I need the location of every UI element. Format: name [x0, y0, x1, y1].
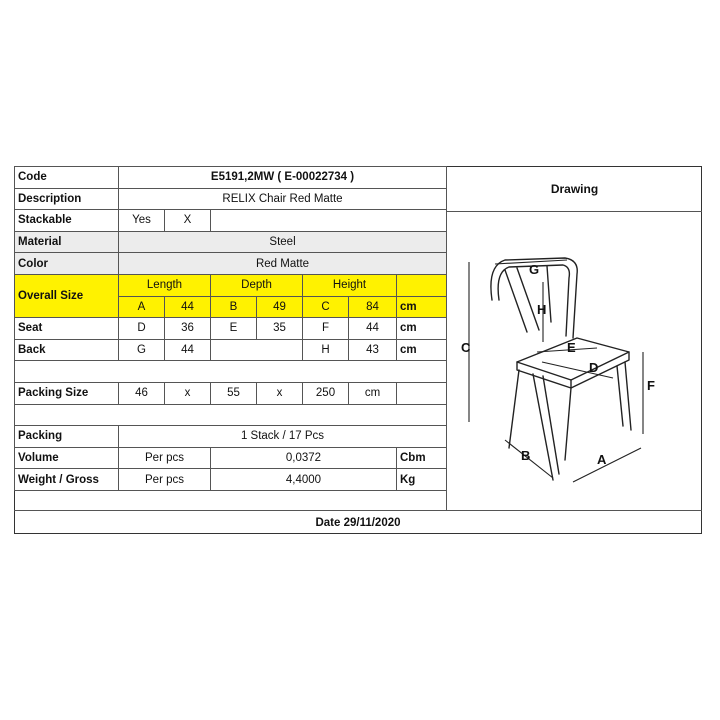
depth-header: Depth [211, 274, 303, 296]
spacer-1 [15, 361, 447, 383]
code-value: E5191,2MW ( E-00022734 ) [119, 167, 447, 189]
label-g: G [529, 262, 540, 277]
seat-d-value: 36 [165, 318, 211, 340]
overall-b: B [211, 296, 257, 318]
chair-outline [491, 258, 631, 480]
overall-b-value: 49 [257, 296, 303, 318]
row-code [15, 167, 447, 189]
packing-value: 1 Stack / 17 Pcs [119, 426, 447, 448]
back-h-value: 43 [349, 339, 397, 361]
material-value: Steel [119, 231, 447, 253]
length-header: Length [119, 274, 211, 296]
label-b: B [521, 448, 531, 463]
overall-a: A [119, 296, 165, 318]
back-empty [211, 339, 303, 361]
drawing-title: Drawing [446, 166, 702, 212]
packing-size-v2: 55 [211, 382, 257, 404]
label-h: H [537, 302, 547, 317]
label-c: C [461, 340, 471, 355]
row-stackable [15, 210, 447, 232]
seat-label: Seat [15, 318, 119, 340]
seat-f: F [303, 318, 349, 340]
label-f: F [647, 378, 655, 393]
weight-label: Weight / Gross [15, 469, 119, 491]
height-header: Height [303, 274, 397, 296]
packing-size-v1: 46 [119, 382, 165, 404]
seat-e-value: 35 [257, 318, 303, 340]
stackable-label: Stackable [15, 210, 119, 232]
row-material [15, 231, 447, 253]
row-spacer-2 [15, 404, 447, 426]
stackable-mark: X [165, 210, 211, 232]
overall-header-empty [397, 274, 447, 296]
volume-unit: Cbm [397, 447, 447, 469]
volume-value: 0,0372 [211, 447, 397, 469]
weight-value: 4,4000 [211, 469, 397, 491]
overall-label: Overall Size [15, 274, 119, 317]
back-h: H [303, 339, 349, 361]
label-d: D [589, 360, 599, 375]
back-unit: cm [397, 339, 447, 361]
spec-table [14, 166, 447, 491]
row-weight [15, 469, 447, 491]
row-description [15, 188, 447, 210]
label-a: A [597, 452, 607, 467]
label-e: E [567, 340, 576, 355]
seat-e: E [211, 318, 257, 340]
row-packing [15, 426, 447, 448]
packing-size-label: Packing Size [15, 382, 119, 404]
code-label: Code [15, 167, 119, 189]
material-label: Material [15, 231, 119, 253]
stackable-yes: Yes [119, 210, 165, 232]
row-packing-size [15, 382, 447, 404]
packing-size-v3: 250 [303, 382, 349, 404]
color-value: Red Matte [119, 253, 447, 275]
overall-a-value: 44 [165, 296, 211, 318]
drawing-area [446, 212, 702, 510]
stackable-empty [211, 210, 447, 232]
overall-c-value: 84 [349, 296, 397, 318]
seat-unit: cm [397, 318, 447, 340]
back-g-value: 44 [165, 339, 211, 361]
chair-drawing [447, 212, 703, 510]
back-label: Back [15, 339, 119, 361]
volume-label: Volume [15, 447, 119, 469]
seat-f-value: 44 [349, 318, 397, 340]
color-label: Color [15, 253, 119, 275]
date-footer: Date 29/11/2020 [14, 510, 702, 534]
packing-size-unit: cm [349, 382, 397, 404]
volume-per: Per pcs [119, 447, 211, 469]
packing-size-empty [397, 382, 447, 404]
packing-size-x1: x [165, 382, 211, 404]
row-color [15, 253, 447, 275]
seat-d: D [119, 318, 165, 340]
row-seat [15, 318, 447, 340]
overall-unit: cm [397, 296, 447, 318]
packing-label: Packing [15, 426, 119, 448]
row-overall-header [15, 274, 447, 296]
overall-c: C [303, 296, 349, 318]
weight-unit: Kg [397, 469, 447, 491]
packing-size-x2: x [257, 382, 303, 404]
row-back [15, 339, 447, 361]
description-label: Description [15, 188, 119, 210]
row-spacer-1 [15, 361, 447, 383]
description-value: RELIX Chair Red Matte [119, 188, 447, 210]
spacer-2 [15, 404, 447, 426]
row-volume [15, 447, 447, 469]
weight-per: Per pcs [119, 469, 211, 491]
back-g: G [119, 339, 165, 361]
